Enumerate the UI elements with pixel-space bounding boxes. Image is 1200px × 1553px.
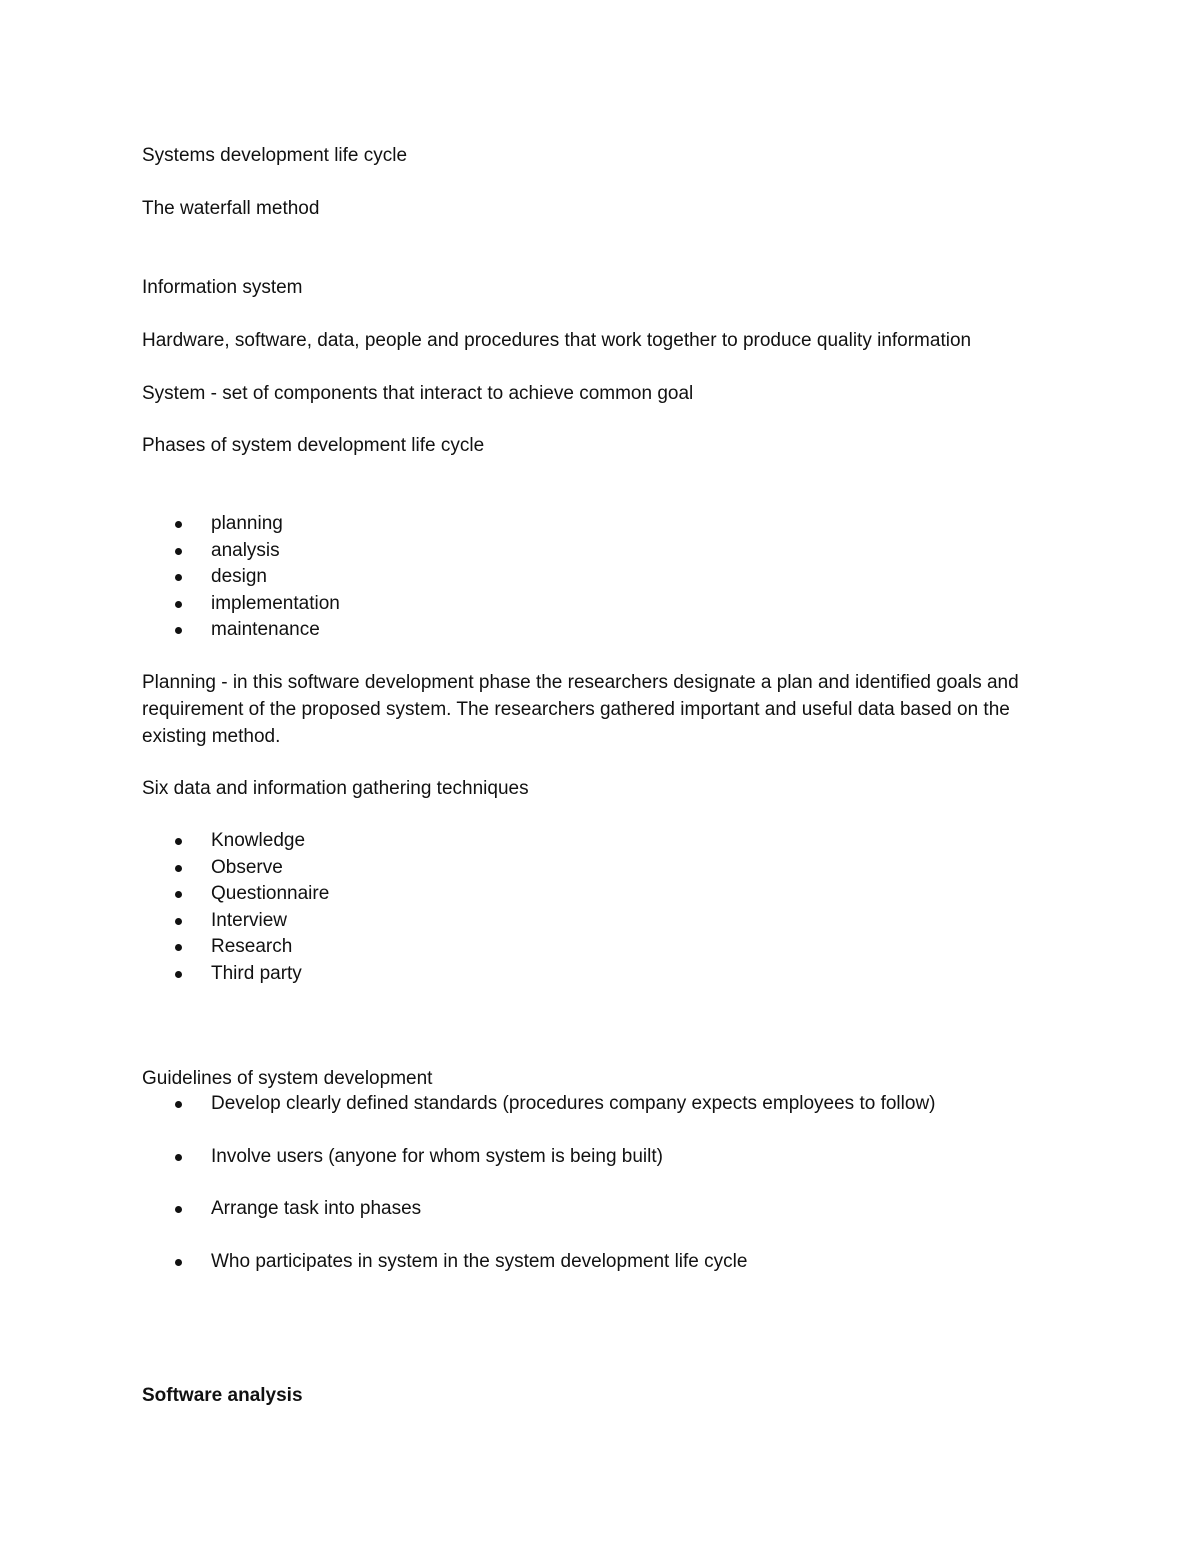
technique-label: Third party — [211, 962, 302, 984]
bullet-icon — [175, 601, 182, 608]
list-item — [0, 881, 329, 908]
phase-label: implementation — [211, 592, 340, 614]
list-item — [0, 934, 329, 961]
info-system-definition: Hardware, software, data, people and procedures that work together to produce quality information — [142, 330, 972, 351]
bullet-icon — [175, 944, 182, 951]
bullet-icon — [175, 1259, 182, 1266]
bullet-icon — [175, 891, 182, 898]
phase-label: planning — [211, 513, 283, 534]
title-line: Systems development life cycle — [142, 145, 408, 166]
technique-label: Interview — [211, 909, 288, 931]
info-system-heading: Information system — [142, 277, 303, 298]
bullet-icon — [175, 627, 182, 634]
bullet-icon — [175, 548, 182, 555]
bullet-icon — [175, 1154, 182, 1161]
phase-label: maintenance — [211, 619, 320, 640]
bullet-icon — [175, 1206, 182, 1213]
phase-label: analysis — [211, 539, 280, 561]
phases-list — [0, 511, 340, 644]
list-item — [0, 855, 329, 882]
list-item — [0, 908, 329, 935]
bullet-icon — [175, 521, 182, 528]
phases-heading: Phases of system development life cycle — [142, 435, 485, 456]
technique-label: Questionnaire — [211, 883, 330, 904]
method-line: The waterfall method — [142, 198, 320, 219]
guideline-label: Who participates in system in the system development life cycle — [211, 1250, 748, 1272]
planning-paragraph: Planning - in this software development phase the researchers designate a plan and identified goals and requirement of the proposed system. The researchers gathered important and useful data based on the existing method. — [142, 672, 1019, 747]
bullet-icon — [175, 865, 182, 872]
analysis-heading: Software analysis — [142, 1385, 303, 1406]
techniques-list — [0, 828, 329, 987]
list-item — [0, 1249, 936, 1276]
bullet-icon — [175, 574, 182, 581]
list-item — [0, 538, 340, 565]
bullet-icon — [175, 1101, 182, 1108]
list-item — [0, 564, 340, 591]
list-item — [0, 591, 340, 618]
guideline-label: Arrange task into phases — [211, 1198, 422, 1219]
list-item — [0, 617, 340, 644]
guidelines-list — [0, 1091, 936, 1301]
list-item — [0, 1091, 936, 1118]
bullet-icon — [175, 918, 182, 925]
technique-label: Observe — [211, 856, 283, 878]
guideline-label: Develop clearly defined standards (procedures company expects employees to follow) — [211, 1093, 936, 1114]
list-item — [0, 828, 329, 855]
list-item — [0, 1196, 936, 1223]
list-item — [0, 511, 340, 538]
list-item — [0, 961, 329, 988]
guideline-label: Involve users (anyone for whom system is being built) — [211, 1145, 663, 1167]
technique-label: Research — [211, 936, 293, 957]
bullet-icon — [175, 838, 182, 845]
system-definition: System - set of components that interact to achieve common goal — [142, 383, 694, 404]
guidelines-heading: Guidelines of system development — [142, 1068, 433, 1089]
bullet-icon — [175, 971, 182, 978]
phase-label: design — [211, 566, 267, 587]
techniques-heading: Six data and information gathering techniques — [142, 778, 529, 799]
list-item — [0, 1144, 936, 1171]
technique-label: Knowledge — [211, 830, 306, 851]
